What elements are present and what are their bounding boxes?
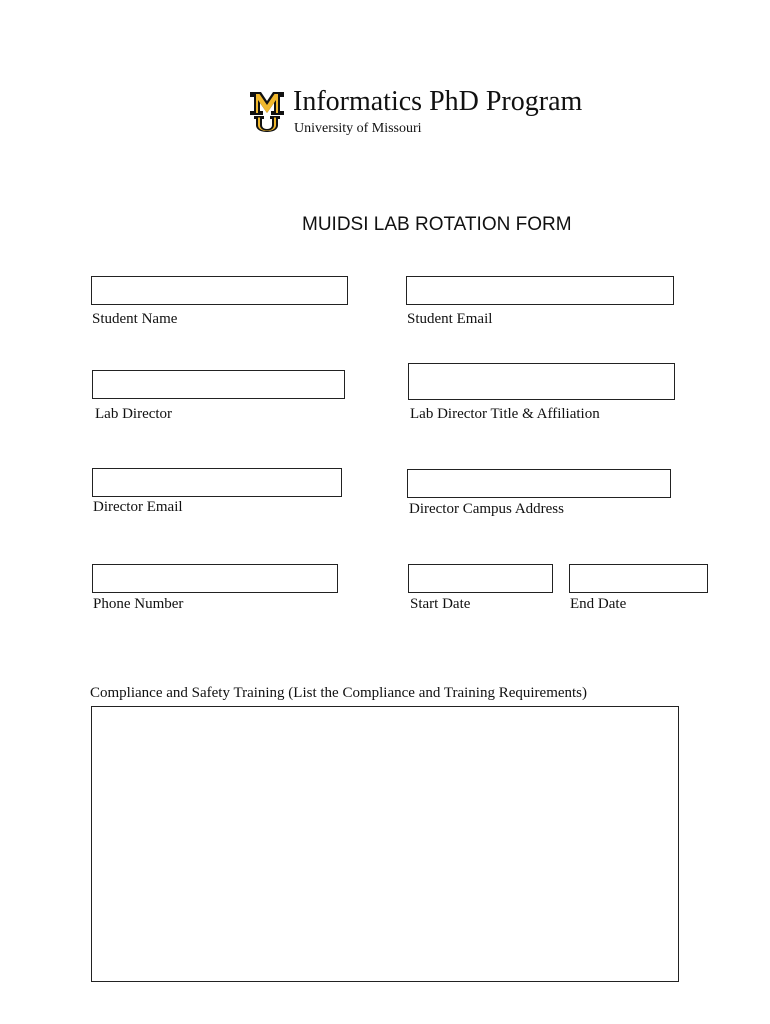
start-date-field[interactable] <box>408 564 553 593</box>
lab-director-label: Lab Director <box>95 406 173 422</box>
student-email-label: Student Email <box>407 311 493 327</box>
director-title-affiliation-field[interactable] <box>408 363 675 400</box>
university-name: University of Missouri <box>294 121 422 136</box>
phone-number-label: Phone Number <box>93 596 184 612</box>
student-email-field[interactable] <box>406 276 674 305</box>
director-email-field[interactable] <box>92 468 342 497</box>
compliance-training-label: Compliance and Safety Training (List the Compliance and Training Requirements) <box>90 685 588 701</box>
director-campus-address-field[interactable] <box>407 469 671 498</box>
director-email-label: Director Email <box>93 499 183 515</box>
compliance-training-textarea[interactable] <box>91 706 679 982</box>
student-name-label: Student Name <box>92 311 178 327</box>
lab-director-field[interactable] <box>92 370 345 399</box>
director-title-affiliation-label: Lab Director Title & Affiliation <box>410 406 600 422</box>
mu-tiger-logo-icon <box>250 92 284 132</box>
program-title: Informatics PhD Program <box>293 86 583 117</box>
director-campus-address-label: Director Campus Address <box>409 501 564 517</box>
end-date-field[interactable] <box>569 564 708 593</box>
end-date-label: End Date <box>570 596 627 612</box>
start-date-label: Start Date <box>410 596 471 612</box>
form-title: MUIDSI LAB ROTATION FORM <box>302 214 572 235</box>
student-name-field[interactable] <box>91 276 348 305</box>
phone-number-field[interactable] <box>92 564 338 593</box>
